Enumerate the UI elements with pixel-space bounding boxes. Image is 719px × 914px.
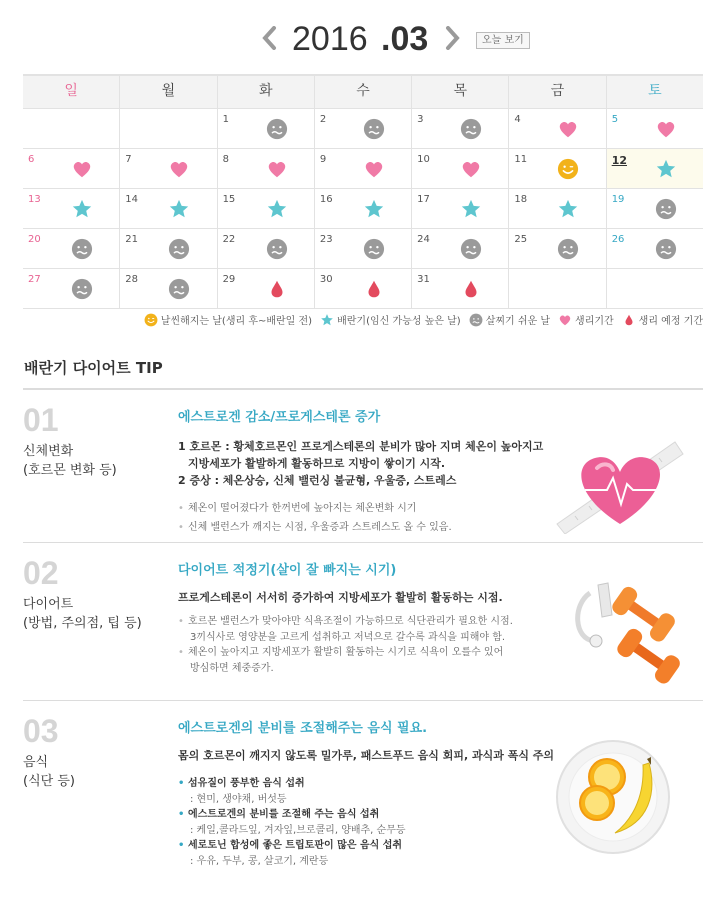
- section-label: [23, 442, 117, 480]
- day-number: 2: [319, 114, 327, 125]
- calendar-body: [23, 109, 703, 309]
- today-button[interactable]: 오늘 보기: [476, 32, 530, 49]
- heart-icon: [558, 313, 572, 327]
- tip-section-1: [23, 388, 703, 544]
- heart-icon: [655, 118, 677, 140]
- day-cell-26[interactable]: [606, 229, 703, 268]
- day-number: 23: [319, 234, 333, 245]
- day-cell-7[interactable]: [119, 149, 216, 188]
- smile-icon: [144, 313, 158, 327]
- section-label-line: 음식: [23, 755, 49, 770]
- day-cell-1[interactable]: [217, 109, 314, 148]
- heart-icon: [460, 158, 482, 180]
- tip-section-2: [23, 542, 703, 701]
- tip-section-3: [23, 700, 703, 891]
- day-number: 20: [28, 234, 41, 245]
- star-icon: [460, 198, 482, 220]
- day-number: 18: [514, 194, 528, 205]
- empty-day-cell: [508, 269, 605, 308]
- section-body: [178, 747, 554, 869]
- calendar: [23, 74, 703, 309]
- section-heading: 다이어트 적정기(살이 잘 빠지는 시기): [178, 563, 397, 578]
- calendar-week-row: [23, 229, 703, 269]
- day-number: 17: [417, 194, 430, 205]
- year-label: 2016: [292, 20, 368, 58]
- day-cell-11[interactable]: [508, 149, 605, 188]
- day-cell-20[interactable]: [23, 229, 119, 268]
- month-header: [0, 18, 719, 64]
- section-label-line: 신체변화: [23, 444, 74, 459]
- calendar-week-row: [23, 109, 703, 149]
- calendar-week-row: [23, 269, 703, 309]
- day-cell-19[interactable]: [606, 189, 703, 228]
- heart-icon: [266, 158, 288, 180]
- star-icon: [320, 313, 334, 327]
- legend-item: [144, 312, 312, 327]
- hormone-line: 1 호르몬 : 황체호르몬인 프로게스테론의 분비가 많아 지며 체온이 높아지고: [178, 440, 544, 453]
- day-number: 11: [514, 154, 528, 165]
- drop-icon: [622, 313, 636, 327]
- bullet-item: • 신체 밸런스가 깨지는 시점, 우울증과 스트레스도 올 수 있음.: [178, 520, 543, 536]
- lead-line: 몸의 호르몬이 깨지지 않도록 밀가루, 패스트푸드 음식 회피, 과식과 폭식 주의: [178, 749, 555, 762]
- day-cell-31[interactable]: [411, 269, 508, 308]
- day-number: 6: [28, 154, 35, 165]
- day-number: 7: [125, 154, 132, 165]
- section-body: [178, 589, 513, 676]
- symptom-line: 2 증상 : 체온상승, 신체 밸런싱 불균형, 우울증, 스트레스: [178, 474, 457, 487]
- day-number: 12: [611, 154, 627, 167]
- bullet-item-cont: 3끼식사로 영양분을 고르게 섭취하고 저녁으로 갈수록 과식을 피해야 함.: [190, 632, 506, 643]
- legend-label: 살찌기 쉬운 날: [485, 316, 551, 327]
- face-icon: [460, 238, 482, 260]
- day-number: 25: [514, 234, 528, 245]
- weekday-2: 화: [217, 76, 314, 108]
- day-number: 3: [417, 114, 424, 125]
- day-cell-23[interactable]: [314, 229, 411, 268]
- calendar-legend: [144, 312, 703, 327]
- day-number: 5: [611, 114, 619, 125]
- day-cell-6[interactable]: [23, 149, 119, 188]
- food-item-sub: : 현미, 생야채, 버섯등: [190, 794, 287, 805]
- day-number: 29: [222, 274, 236, 285]
- face-icon: [655, 238, 677, 260]
- legend-item: [320, 312, 461, 327]
- day-number: 9: [319, 154, 327, 165]
- day-cell-5[interactable]: [606, 109, 703, 148]
- day-number: 8: [222, 154, 229, 165]
- heart-icon: [71, 158, 93, 180]
- section-number: 02: [23, 555, 59, 591]
- legend-label: 날씬해지는 날(생리 후~배란일 전): [160, 316, 313, 327]
- face-icon: [266, 238, 288, 260]
- day-cell-3[interactable]: [411, 109, 508, 148]
- day-cell-12[interactable]: [606, 149, 703, 188]
- day-number: 24: [417, 234, 430, 245]
- food-item-title: • 섬유질이 풍부한 음식 섭취: [178, 776, 554, 792]
- section-label: [23, 753, 75, 791]
- smile-icon: [557, 158, 579, 180]
- heart-icon: [168, 158, 190, 180]
- day-number: 30: [319, 274, 333, 285]
- empty-day-cell: [23, 109, 119, 148]
- hormone-line-cont: 지방세포가 활발하게 활동하므로 지방이 쌓이기 시작.: [188, 457, 446, 470]
- day-cell-27[interactable]: [23, 269, 119, 308]
- weekday-header: [23, 74, 703, 109]
- face-icon: [460, 118, 482, 140]
- weekday-3: 수: [314, 76, 411, 108]
- face-icon: [655, 198, 677, 220]
- day-cell-15[interactable]: [217, 189, 314, 228]
- calendar-week-row: [23, 149, 703, 189]
- empty-day-cell: [119, 109, 216, 148]
- day-cell-18[interactable]: [508, 189, 605, 228]
- heart-icon: [363, 158, 385, 180]
- section-label-line: 다이어트: [23, 597, 74, 612]
- weekday-6: 토: [606, 76, 703, 108]
- day-number: 22: [222, 234, 236, 245]
- day-cell-4[interactable]: [508, 109, 605, 148]
- section-label-line: (방법, 주의점, 팁 등): [23, 616, 142, 631]
- day-cell-16[interactable]: [314, 189, 411, 228]
- legend-label: 생리기간: [575, 316, 614, 327]
- chevron-left-icon[interactable]: [262, 26, 278, 56]
- drop-icon: [460, 278, 482, 300]
- face-icon: [557, 238, 579, 260]
- day-number: 16: [319, 194, 333, 205]
- day-number: 10: [417, 154, 430, 165]
- face-icon: [363, 238, 385, 260]
- weekday-0: 일: [64, 83, 78, 99]
- drop-icon: [363, 278, 385, 300]
- day-number: 28: [125, 274, 139, 285]
- section-label-line: (식단 등): [23, 774, 75, 789]
- heart-icon: [557, 118, 579, 140]
- star-icon: [363, 198, 385, 220]
- food-item-sub: : 케일,콜라드잎, 겨자잎,브로콜리, 양배추, 순무등: [190, 825, 406, 836]
- star-icon: [168, 198, 190, 220]
- day-number: 1: [222, 114, 229, 125]
- food-item-title: • 세로토닌 합성에 좋은 트립토판이 많은 음식 섭취: [178, 838, 554, 854]
- section-heading: 에스트로겐의 분비를 조절해주는 음식 필요.: [178, 721, 428, 736]
- weekday-5: 금: [508, 76, 605, 108]
- bullet-item: • 호르몬 밸런스가 맞아야만 식욕조절이 가능하므로 식단관리가 필요한 시점.: [178, 614, 513, 630]
- star-icon: [266, 198, 288, 220]
- face-icon: [71, 278, 93, 300]
- face-icon: [168, 278, 190, 300]
- day-cell-10[interactable]: [411, 149, 508, 188]
- heart-tape-illustration: [555, 424, 685, 534]
- day-cell-21[interactable]: [119, 229, 216, 268]
- day-cell-24[interactable]: [411, 229, 508, 268]
- face-icon: [469, 313, 483, 327]
- day-cell-30[interactable]: [314, 269, 411, 308]
- weekday-1: 월: [119, 76, 216, 108]
- day-cell-8[interactable]: [217, 149, 314, 188]
- day-number: 13: [28, 194, 41, 205]
- legend-label: 배란기(임신 가능성 높은 날): [337, 316, 461, 327]
- day-number: 4: [514, 114, 521, 125]
- section-number: 03: [23, 713, 59, 749]
- legend-item: [469, 312, 550, 327]
- day-cell-28[interactable]: [119, 269, 216, 308]
- drop-icon: [266, 278, 288, 300]
- chevron-right-icon[interactable]: [444, 26, 460, 56]
- legend-item: [622, 312, 703, 327]
- day-number: 26: [611, 234, 625, 245]
- month-label: .03: [381, 20, 429, 58]
- weekday-4: 목: [411, 76, 508, 108]
- section-body: [178, 438, 543, 536]
- day-cell-14[interactable]: [119, 189, 216, 228]
- face-icon: [363, 118, 385, 140]
- food-item-sub: : 우유, 두부, 콩, 살코기, 계란등: [190, 856, 329, 867]
- legend-label: 생리 예정 기간: [638, 316, 703, 327]
- day-cell-22[interactable]: [217, 229, 314, 268]
- legend-item: [558, 312, 614, 327]
- day-cell-13[interactable]: [23, 189, 119, 228]
- calendar-week-row: [23, 189, 703, 229]
- empty-day-cell: [606, 269, 703, 308]
- day-cell-2[interactable]: [314, 109, 411, 148]
- section-label-line: (호르몬 변화 등): [23, 463, 117, 478]
- day-number: 19: [611, 194, 625, 205]
- day-number: 15: [222, 194, 236, 205]
- star-icon: [557, 198, 579, 220]
- food-item-title: • 에스트로겐의 분비를 조절해 주는 음식 섭취: [178, 807, 554, 823]
- day-cell-9[interactable]: [314, 149, 411, 188]
- day-cell-17[interactable]: [411, 189, 508, 228]
- day-number: 21: [125, 234, 139, 245]
- section-number: 01: [23, 402, 59, 438]
- section-heading: 에스트로겐 감소/프로게스테론 증가: [178, 410, 381, 425]
- day-number: 31: [417, 274, 430, 285]
- lead-line: 프로게스테론이 서서히 증가하여 지방세포가 활발히 활동하는 시점.: [178, 591, 503, 604]
- star-icon: [655, 158, 677, 180]
- face-icon: [71, 238, 93, 260]
- tips-title: 배란기 다이어트 TIP: [24, 359, 163, 377]
- star-icon: [71, 198, 93, 220]
- bullet-item: • 체온이 높아지고 지방세포가 활발히 활동하는 시기로 식욕이 오를수 있어: [178, 645, 513, 661]
- bullet-item-cont: 방심하면 체중증가.: [190, 663, 274, 674]
- dumbbell-illustration: [568, 575, 688, 687]
- day-cell-29[interactable]: [217, 269, 314, 308]
- face-icon: [266, 118, 288, 140]
- bullet-item: • 체온이 떨어졌다가 한꺼번에 높아지는 체온변화 시기: [178, 501, 543, 517]
- face-icon: [168, 238, 190, 260]
- day-number: 27: [28, 274, 41, 285]
- fruit-plate-illustration: [553, 737, 673, 857]
- day-cell-25[interactable]: [508, 229, 605, 268]
- section-label: [23, 595, 142, 633]
- day-number: 14: [125, 194, 139, 205]
